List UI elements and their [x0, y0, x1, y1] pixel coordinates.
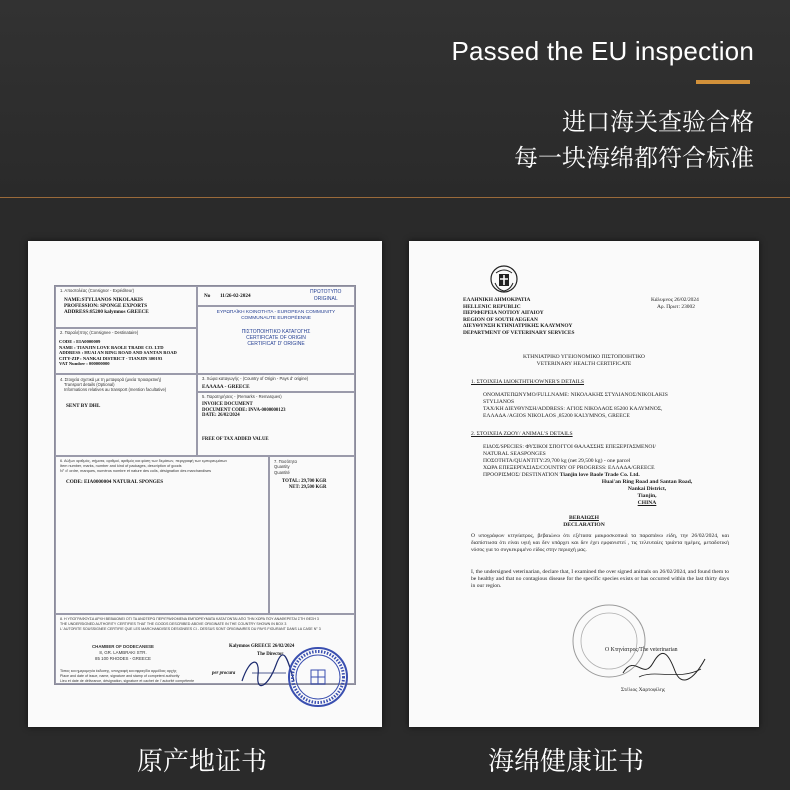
issuing-authority: ΕΛΛΗΝΙΚΗ ΔΗΜΟΚΡΑΤΙΑ HELLENIC REPUBLIC ΠΕΡΙΦΕΡΕΙΑ ΝΟΤΙΟΥ ΑΙΓΑΙΟΥ REGION OF SOUTH AEGEAN ΔΙΕΥΘΥΝΣΗ ΚΤΗΝΙΑΤΡΙΚΗΣ ΚΑΛΥΜΝΟΥ DEPARTMENT OF VETERINARY SERVICES — [463, 297, 575, 336]
caption-health-certificate: 海绵健康证书 — [488, 747, 645, 777]
director-label: The Director — [257, 652, 284, 657]
section-animal-title: 2. ΣΤΟΙΧΕΙΑ ΖΩΟΥ/ ANIMAL'S DETAILS — [471, 431, 573, 437]
subtitle-line-2: 每一块海绵都符合标准 — [514, 144, 754, 172]
certificate-of-origin-image — [28, 241, 382, 727]
chamber-address: CHAMBER OF DODECANESE 8, GR. LAMBRAKI STR. 85 100 RHODES - GREECE — [92, 644, 154, 661]
veterinary-certificate-image — [409, 241, 759, 727]
remarks-box: 5. Παρατηρήσεις - (Remarks - Remarques) INVOICE DOCUMENT DOCUMENT CODE: INVA-0000000123 DATE: 26/02/2024 FREE OF TAX ADDED VALUE — [197, 392, 355, 456]
consignee-box: 2. Παραλήπτης (Consignee - Destinataire) CODE : EIA0000009 NAME : TIANJIN LOVE BAOLE TRADE CO. LTD ADDRESS : HUAI AN RING ROAD AND SANTAN ROAD CITY-ZIP : NANKAI DISTRICT - TIANJIN 300193 VAT Number : 000000000 — [55, 328, 197, 374]
accent-bar — [696, 80, 750, 84]
original-stamp: ΠΡΩΤΟΤΥΠΟ ORIGINAL — [310, 289, 342, 302]
greek-emblem-icon — [489, 263, 519, 295]
destination-address: Huai'an Ring Road and Santan Road, Nankai District, Tianjin, CHINA — [601, 479, 693, 506]
subtitle-line-1: 进口海关查验合格 — [562, 108, 754, 136]
veterinarian-signature-icon — [619, 651, 709, 687]
chamber-stamp-icon — [286, 645, 350, 709]
protocol-number: Αρ. Πρωτ: 23002 — [657, 304, 695, 310]
owner-details: ΟΝΟΜΑΤΕΠΩΝΥΜΟ/FULLNAME: ΝΙΚΟΛΑΚΗΣ ΣΤΥΛΙΑΝΟΣ/NIKOLAKIS STYLIANOS ΤΑΧ/ΚΗ ΔΙΕΥΘΥΝΣΗ/ADDRESS: ΑΓΙΟΣ ΝΙΚΟΛΑΟΣ 85200 ΚΑΛΥΜΝΟΣ, ΕΛΛΑΔΑ /AGIOS NIKOLAOS ,85200 KALYMNOS, GREECE — [483, 392, 668, 419]
page-title: Passed the EU inspection — [451, 36, 754, 66]
section-owner-title: 1. ΣΤΟΙΧΕΙΑ ΙΔΙΟΚΤΗΤΗ/OWNER'S DETAILS — [471, 379, 585, 385]
country-of-origin-box: 3. Χώρα καταγωγής - (Country of Origin - Pays d' origine) ΕΛΛΑΔΑ - GREECE — [197, 374, 355, 392]
place-date-label: Τόπος και ημερομηνία έκδοσης, υπογραφή και σφραγίδα αρμόδιας αρχής Place and date of issue, name, signature and stamp of competent authority Lieu et date de délivrance, désignation, signature et cachet de l' autorité compétente — [60, 669, 195, 683]
declaration-greek: Ο υπογράφων κτηνίατρος, βεβαιώνω ότι εξέτασα μακροσκοπικά τα παραπάνω είδη, την 26/02/2024, και διαπίστωσα ότι είναι υγιή και δεν υπάρχει και δεν έχει εμφανιστεί , τις τελευταίες τριάντα ημέρες, μεταδοτική νόσος για το συγκεκριμένο είδος στην περιοχή μας. — [471, 533, 729, 553]
caption-origin-certificate: 原产地证书 — [137, 747, 268, 777]
certificate-title: ΠΙΣΤΟΠΟΙΗΤΙΚΟ ΚΑΤΑΓΩΓΗΣ CERTIFICATE OF ORIGIN CERTIFICAT D' ORIGINE — [241, 329, 311, 348]
signatory-label: Ο Κτηνίατρος/The veterinarian — [605, 647, 678, 653]
per-procura-label: per procura — [212, 671, 236, 676]
title-box: ΕΥΡΩΠΑΪΚΗ ΚΟΙΝΟΤΗΤΑ - EUROPEAN COMMUNITY COMMUNAUTE EUROPÉENNE ΠΙΣΤΟΠΟΙΗΤΙΚΟ ΚΑΤΑΓΩΓΗΣ CERTIFICATE OF ORIGIN CERTIFICAT D' ORIGINE — [197, 306, 355, 374]
goods-description-box: 6. Αύξων αριθμός, σήματα, αριθμοί, αριθμός και φύση των δεμάτων, περιγραφή των εμπορευμάτων Item number, marks, number and kind of packages, description of goods N° d' ordre, marques, numéros nombre et nature des colis, désignation des marchandises CODE: EIA0000004 NATURAL SPONGES — [55, 456, 269, 614]
transport-box: 4. Στοιχεία σχετικά με τη μεταφορά (μνεία προαιρετική) Transport details (Optional) Informations relatives au transport (mention facultative) SENT BY DHL — [55, 374, 197, 456]
certification-box: 8. Η ΥΠΟΓΡΑΦΟΥΣΑ ΑΡΧΗ ΒΕΒΑΙΩΝΕΙ ΟΤΙ ΤΑ ΑΝΩΤΕΡΩ ΠΕΡΙΓΡΑΦΟΜΕΝΑ ΕΜΠΟΡΕΥΜΑΤΑ ΚΑΤΑΓΟΝΤΑΙ ΑΠΟ ΤΗΝ ΧΩΡΑ ΠΟΥ ΑΝΑΦΕΡΕΤΑΙ ΣΤΗ ΘΕΣΗ 3 THE UNDERSIGNED AUTHORITY CERTIFIES THAT THE GOODS DESCRIBED ABOVE ORIGINATE IN THE COUNTRY SHOWN IN BOX 3 L' AUTORITE SOUSSIGNEE CERTIFIE QUE LES MARCHANDISES DESIGNEES CI - DESSUS SONT ORIGINAIRES DU PAYS FIGURANT DANS LA CASE N° 3 — [55, 614, 355, 684]
quantity-box: 7. Ποσότητα Quantity Quantité TOTAL: 29,700 KGR NET: 29,500 KGR — [269, 456, 355, 614]
issue-place-date: Κάλυμνος 26/02/2024 — [651, 297, 699, 303]
animal-details: ΕΙΔΟΣ/SPECIES: ΦΥΣΙΚΟΙ ΣΠΟΓΓΟΙ ΘΑΛΑΣΣΗΣ ΕΠΕΞΕΡΓΑΣΜΕΝΟΙ/ NATURAL SEASPONGES ΠΟΣΟΤΗΤΑ/QUANTITY:29,700 kg (net 29,500 kg) - one parcel ΧΩΡΑ ΕΠΕΞΕΡΓΑΣΙΑΣ/COUNTRY OF PROGRESS: ΕΛΛΑΔΑ/GREECE ΠΡΟΟΡΙΣΜΟΣ/ DESTINATION Tianjin love Baole Trade Co. Ltd. — [483, 444, 656, 478]
issue-place-date: Kalymnos GREECE 26/02/2024 — [229, 644, 295, 649]
header-banner — [0, 0, 790, 198]
signatory-name: Στέλιος Χαρτοφίλης — [621, 687, 665, 693]
certificate-frame — [54, 285, 356, 685]
number-box: No 11/26-02-2024 ΠΡΩΤΟΤΥΠΟ ORIGINAL — [197, 286, 355, 306]
consignor-box: 1. Αποστολέας (Consignor - Expéditeur) NAME:STYLIANOS NIKOLAKIS PROFESSION: SPONGE EXPORTS ADDRESS:85200 kalymnos GREECE — [55, 286, 197, 328]
certificate-title: ΚΤΗΝΙΑΤΡΙΚΟ ΥΓΕΙΟΝΟΜΙΚΟ ΠΙΣΤΟΠΟΙΗΤΙΚΟ VETERINARY HEALTH CERTIFICATE — [523, 354, 645, 367]
declaration-english: I, the undersigned veterinarian, declare that, I examined the over signed animals on 26/02/2024, and found them to be healthy and that no contagious disease for the specific species exists or has occurred within the last thirty days in our region. — [471, 569, 729, 589]
declaration-title: ΒΕΒΑΙΩΣΗ DECLARATION — [563, 515, 605, 528]
